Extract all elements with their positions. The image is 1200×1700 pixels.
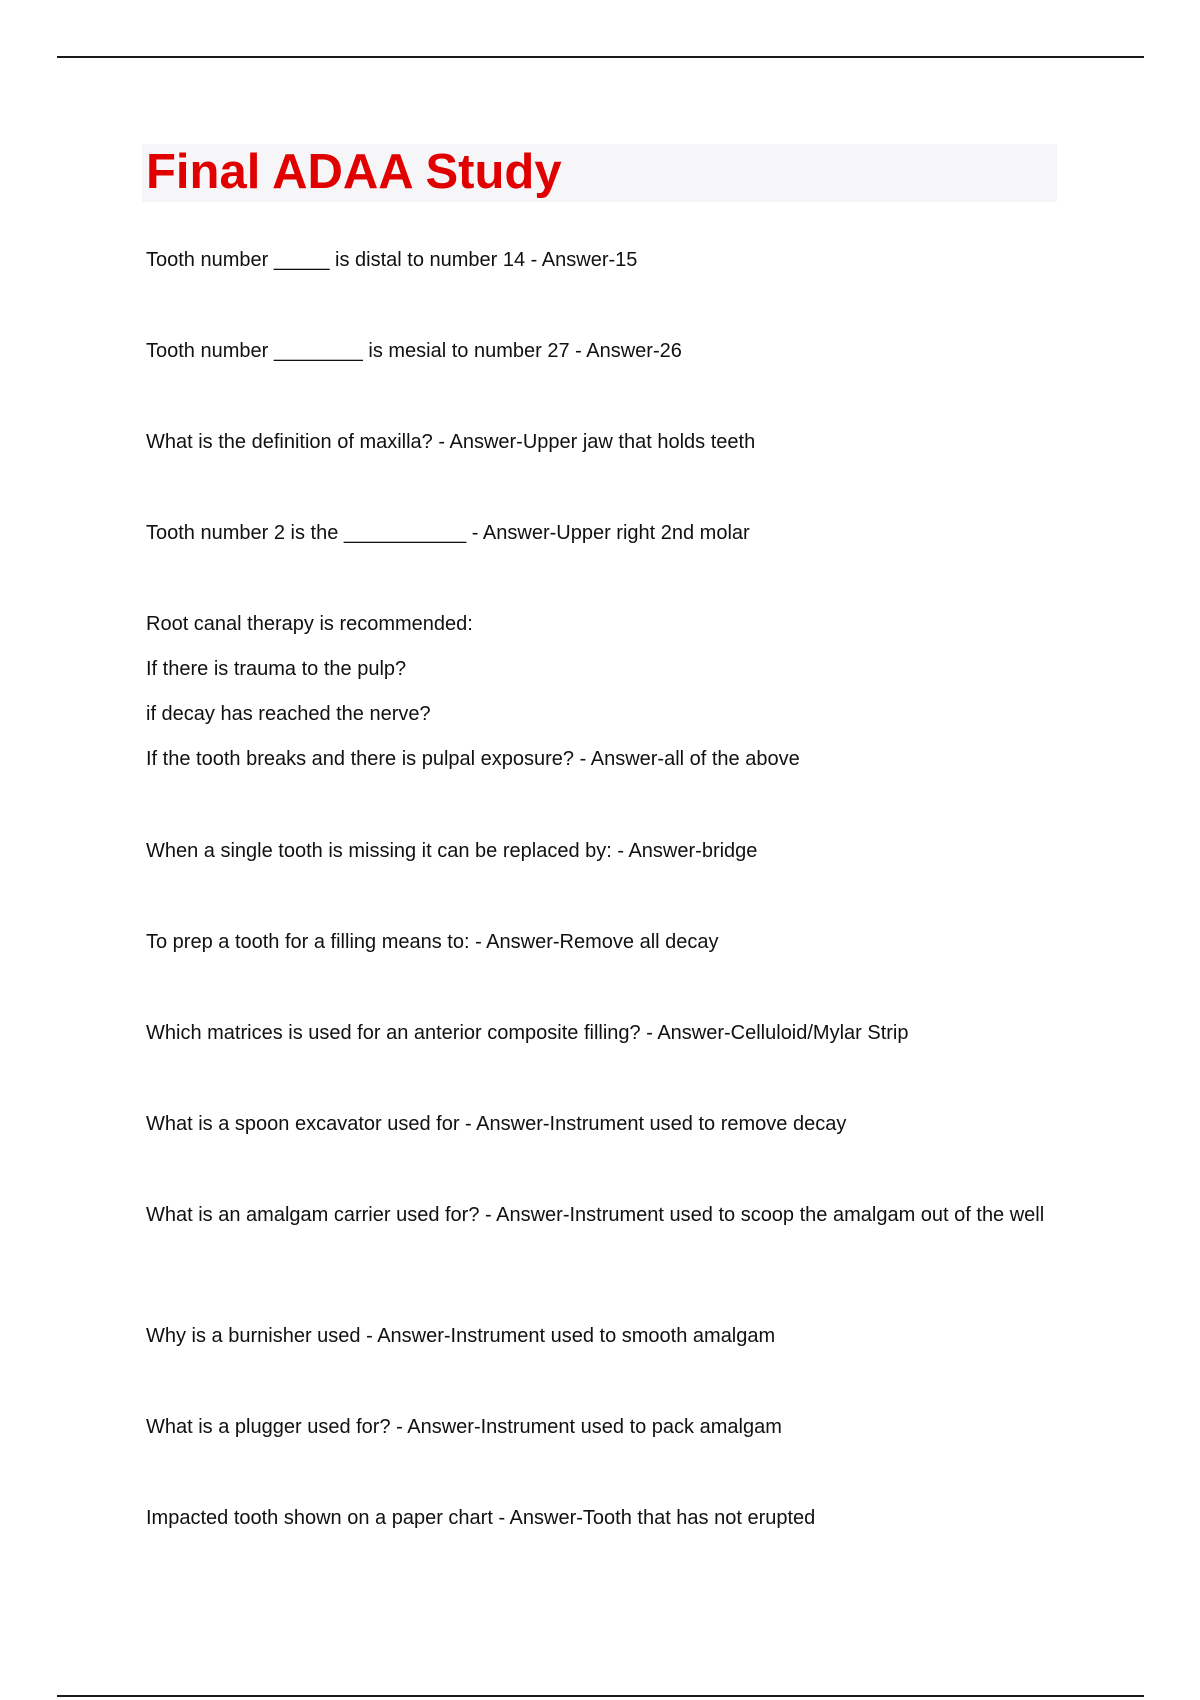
qa-item: What is an amalgam carrier used for? - Answer-Instrument used to scoop the amalgam out of the well bbox=[146, 1204, 1045, 1226]
page-title: Final ADAA Study bbox=[146, 145, 562, 199]
qa-item: Tooth number ________ is mesial to number 27 - Answer-26 bbox=[146, 340, 682, 362]
qa-item: Tooth number _____ is distal to number 14 - Answer-15 bbox=[146, 249, 638, 271]
bottom-divider bbox=[57, 1695, 1144, 1697]
qa-line: If there is trauma to the pulp? bbox=[146, 658, 407, 680]
qa-item: Impacted tooth shown on a paper chart - Answer-Tooth that has not erupted bbox=[146, 1507, 816, 1529]
qa-line: Root canal therapy is recommended: bbox=[146, 613, 473, 635]
qa-item: What is a plugger used for? - Answer-Instrument used to pack amalgam bbox=[146, 1416, 782, 1438]
qa-item: When a single tooth is missing it can be replaced by: - Answer-bridge bbox=[146, 840, 758, 862]
qa-item: Tooth number 2 is the ___________ - Answer-Upper right 2nd molar bbox=[146, 522, 750, 544]
top-divider bbox=[57, 56, 1144, 58]
qa-item-multiline bbox=[146, 609, 1046, 774]
qa-item: What is the definition of maxilla? - Answer-Upper jaw that holds teeth bbox=[146, 431, 756, 453]
qa-item: To prep a tooth for a filling means to: - Answer-Remove all decay bbox=[146, 931, 719, 953]
qa-line: if decay has reached the nerve? bbox=[146, 703, 431, 725]
qa-item: Which matrices is used for an anterior composite filling? - Answer-Celluloid/Mylar Strip bbox=[146, 1022, 909, 1044]
qa-item: Why is a burnisher used - Answer-Instrument used to smooth amalgam bbox=[146, 1325, 776, 1347]
qa-line: If the tooth breaks and there is pulpal exposure? - Answer-all of the above bbox=[146, 748, 800, 770]
qa-item: What is a spoon excavator used for - Answer-Instrument used to remove decay bbox=[146, 1113, 847, 1135]
